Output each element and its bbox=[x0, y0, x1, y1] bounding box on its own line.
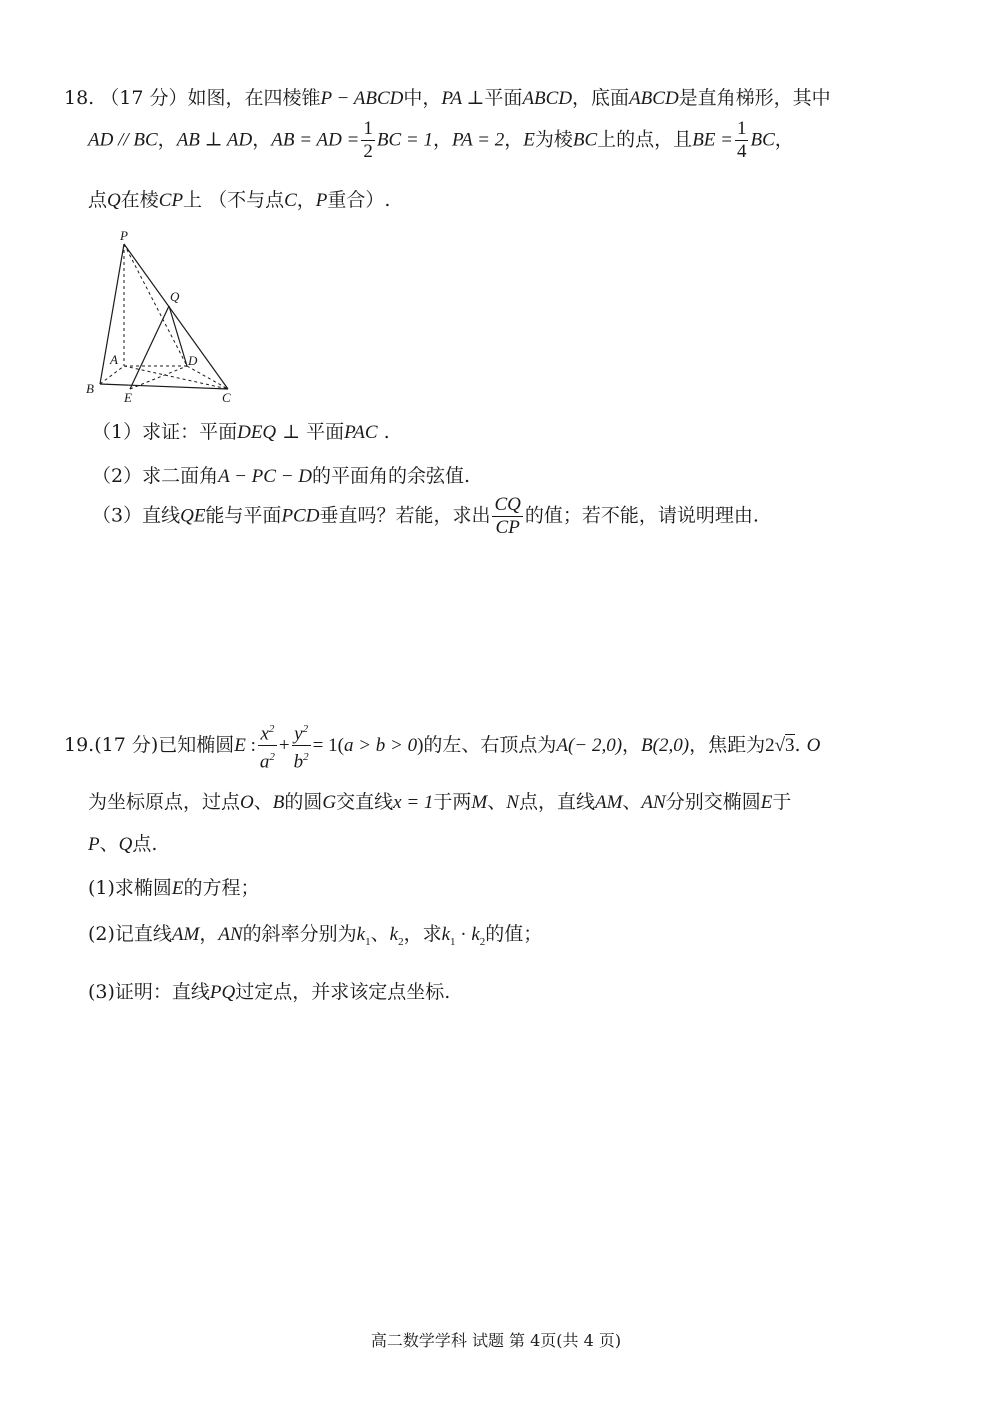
y-var: y bbox=[294, 723, 303, 745]
exponent: 2 bbox=[269, 751, 275, 764]
fraction-numerator: 1 bbox=[363, 118, 373, 139]
q19-text: (1)求椭圆 bbox=[88, 877, 172, 899]
q19-math: AM bbox=[171, 924, 200, 945]
q19-text: (2)记直线 bbox=[88, 923, 172, 945]
a-var: a bbox=[259, 751, 270, 773]
q19-math: B bbox=[272, 792, 285, 813]
edge-dc bbox=[187, 366, 228, 389]
q19-math: B(2,0) bbox=[641, 734, 690, 756]
q19-math: N bbox=[506, 792, 519, 813]
q18-score: （17 分） bbox=[100, 87, 188, 109]
q19-math: x = 1 bbox=[393, 792, 434, 813]
q18-part-3 bbox=[92, 494, 759, 539]
q18-text: ， bbox=[296, 189, 316, 211]
q19-math: A(− 2,0) bbox=[556, 734, 623, 756]
q18-text: 为棱 bbox=[534, 128, 573, 151]
q18-text: . bbox=[377, 421, 390, 443]
cq-cp-fraction bbox=[492, 494, 522, 539]
q18-math: PAC bbox=[344, 422, 378, 443]
q18-math: P − ABCD bbox=[320, 88, 404, 109]
q18-text: 的平面角的余弦值. bbox=[312, 465, 471, 487]
q18-part-2 bbox=[92, 464, 470, 489]
q18-math: ABCD bbox=[522, 88, 573, 109]
subscript: 1 bbox=[450, 935, 456, 948]
label-b: B bbox=[86, 381, 94, 396]
q19-math: 2 bbox=[765, 734, 775, 756]
label-p: P bbox=[120, 228, 128, 243]
q19-math: E bbox=[760, 792, 773, 813]
fraction-denominator: 4 bbox=[736, 141, 747, 162]
q19-math: M bbox=[471, 792, 488, 813]
q19-text: : bbox=[245, 734, 256, 756]
q18-math: PA = 2 bbox=[452, 129, 505, 151]
x-over-a-fraction bbox=[258, 718, 277, 774]
q18-line-3 bbox=[88, 188, 390, 213]
q18-number: 18. bbox=[64, 87, 95, 109]
q19-text: (3)证明：直线 bbox=[88, 981, 210, 1003]
q19-math: O bbox=[806, 734, 821, 756]
q19-text: ，焦距为 bbox=[689, 733, 766, 756]
q18-text: （2）求二面角 bbox=[92, 465, 219, 487]
quarter-fraction bbox=[735, 118, 749, 163]
q19-text: 点. bbox=[132, 833, 158, 855]
q19-math: E bbox=[234, 734, 246, 756]
q18-math: AB ⊥ AD bbox=[176, 129, 253, 151]
q19-math: P bbox=[88, 834, 100, 855]
q19-line-2 bbox=[88, 790, 791, 815]
label-e: E bbox=[124, 390, 132, 405]
fraction-denominator: 2 bbox=[363, 141, 373, 162]
subscript: 2 bbox=[479, 935, 486, 948]
q19-text: 、 bbox=[253, 791, 273, 813]
q19-text: ， bbox=[622, 733, 642, 756]
q18-text: 如图，在四棱锥 bbox=[187, 87, 321, 109]
q19-text: 、 bbox=[99, 833, 119, 855]
q18-text: 能与平面 bbox=[205, 504, 282, 527]
q18-math: P bbox=[315, 190, 328, 211]
q18-math: AD // BC bbox=[88, 129, 158, 151]
q19-math: AN bbox=[641, 792, 666, 813]
q19-math: a > b > 0 bbox=[343, 734, 418, 756]
q18-math: A − PC − D bbox=[218, 466, 312, 487]
q18-math: BE = bbox=[692, 129, 733, 151]
exponent: 2 bbox=[302, 723, 309, 735]
q18-text: 重合）. bbox=[327, 189, 391, 211]
q18-math: CP bbox=[158, 190, 184, 211]
q18-text: 在棱 bbox=[120, 189, 159, 211]
q19-text: 分别交椭圆 bbox=[665, 791, 761, 813]
q18-math: PA ⊥ bbox=[441, 88, 485, 109]
edge-pd bbox=[124, 244, 187, 366]
q18-text: 平面 bbox=[484, 87, 523, 109]
q18-text: ， bbox=[432, 128, 452, 151]
q18-text: 的值；若不能，请说明理由. bbox=[524, 504, 759, 527]
q19-text: 于 bbox=[772, 791, 792, 813]
edge-qe bbox=[130, 306, 169, 389]
fraction-numerator: 1 bbox=[736, 118, 747, 139]
q19-math: G bbox=[322, 792, 337, 813]
q19-text: 于两 bbox=[433, 791, 472, 813]
y-over-b-fraction bbox=[292, 718, 311, 774]
q18-text: 垂直吗？若能，求出 bbox=[319, 504, 491, 527]
page-footer: 高二数学学科 试题 第 4页(共 4 页) bbox=[370, 1331, 622, 1350]
q18-text: ， bbox=[252, 128, 272, 151]
q18-text: 中， bbox=[403, 87, 442, 109]
q19-text: 已知椭圆 bbox=[158, 733, 235, 756]
label-c: C bbox=[222, 390, 231, 405]
q18-line-1 bbox=[64, 86, 831, 111]
q18-text: 上的点，且 bbox=[597, 128, 693, 151]
q18-text: ⊥ 平面 bbox=[276, 421, 345, 443]
q19-text: 的左、右顶点为 bbox=[423, 733, 557, 756]
q18-math: Q bbox=[107, 190, 121, 211]
half-fraction bbox=[361, 118, 375, 163]
q19-math: O bbox=[240, 792, 254, 813]
edge-ba bbox=[100, 366, 124, 384]
fraction-numerator: CQ bbox=[494, 494, 521, 515]
q18-text: 是直角梯形，其中 bbox=[678, 87, 831, 109]
fraction-denominator: CP bbox=[495, 517, 520, 538]
sqrt-symbol: √ bbox=[774, 734, 786, 756]
q18-text: 上 （不与点 bbox=[183, 189, 285, 211]
q18-text: ， bbox=[774, 128, 794, 151]
q19-math: 3 bbox=[785, 734, 795, 756]
q19-math: = 1( bbox=[312, 734, 344, 756]
q18-math: C bbox=[284, 190, 297, 211]
q19-math: k bbox=[356, 924, 366, 945]
q19-text: 点，直线 bbox=[518, 791, 595, 813]
q19-text: 、 bbox=[370, 923, 390, 945]
q18-text: ， bbox=[157, 128, 177, 151]
q18-text: （3）直线 bbox=[92, 504, 181, 527]
q19-number: 19. bbox=[64, 733, 95, 756]
exponent: 2 bbox=[303, 751, 309, 764]
q19-math: k bbox=[471, 924, 480, 945]
q18-math: DEQ bbox=[237, 422, 277, 443]
q19-text: . bbox=[794, 733, 807, 756]
label-d: D bbox=[188, 353, 198, 368]
q19-math: E bbox=[171, 878, 184, 899]
q18-text: ，底面 bbox=[572, 87, 630, 109]
q19-math: PQ bbox=[209, 982, 236, 1003]
subscript: 1 bbox=[365, 935, 371, 948]
q18-math: QE bbox=[180, 505, 206, 527]
q18-math: BC bbox=[572, 129, 598, 151]
q19-text: 、 bbox=[487, 791, 507, 813]
q19-score: (17 分) bbox=[94, 733, 159, 756]
subscript: 2 bbox=[398, 935, 404, 948]
label-q: Q bbox=[170, 289, 180, 304]
q19-text: 的值； bbox=[485, 923, 543, 945]
q18-part-1 bbox=[92, 420, 390, 445]
q18-text: 点 bbox=[88, 189, 108, 211]
q19-math: Q bbox=[118, 834, 133, 855]
b-var: b bbox=[293, 751, 304, 773]
q19-text: 、 bbox=[622, 791, 642, 813]
q19-text: ， bbox=[199, 923, 219, 945]
q19-text: 的斜率分别为 bbox=[242, 923, 357, 945]
q18-text: ， bbox=[504, 128, 524, 151]
x-var: x bbox=[260, 723, 269, 745]
q19-text: 的圆 bbox=[284, 791, 323, 813]
q19-math: k bbox=[389, 924, 399, 945]
q19-line-3 bbox=[88, 832, 157, 857]
q19-text: 为坐标原点，过点 bbox=[88, 791, 241, 813]
q19-math: · bbox=[455, 924, 472, 945]
q19-math: ) bbox=[417, 734, 424, 756]
q19-text: 的方程； bbox=[183, 877, 260, 899]
q18-text: （1）求证：平面 bbox=[92, 421, 238, 443]
label-a: A bbox=[110, 352, 118, 367]
q19-math: k bbox=[441, 924, 451, 945]
q19-text: ，求 bbox=[403, 923, 442, 945]
q19-line-1: 19.(17 分)已知椭圆E : $\frac{x^2}{a^2}$ + $\frac{y^2}{b^2}$ = 1(a > b > 0)的左、右顶点为A(− 2,0)，B(2,0)，焦距为2√3. O bbox=[64, 718, 820, 774]
q18-math: E bbox=[523, 129, 535, 151]
q19-math: AN bbox=[218, 924, 243, 945]
q18-math: PCD bbox=[281, 505, 320, 527]
exponent: 2 bbox=[268, 723, 275, 735]
q19-part-1 bbox=[88, 876, 260, 901]
q18-math: BC bbox=[750, 129, 775, 151]
pyramid-figure bbox=[82, 226, 242, 406]
q18-math: BC = 1 bbox=[376, 129, 433, 151]
q19-text: 过定点，并求该定点坐标. bbox=[235, 981, 451, 1003]
q19-math: AM bbox=[594, 792, 623, 813]
q18-math: ABCD bbox=[629, 88, 679, 109]
q19-part-2 bbox=[88, 922, 542, 954]
q19-text: 交直线 bbox=[336, 791, 394, 813]
q18-line-2 bbox=[88, 118, 794, 163]
q19-part-3 bbox=[88, 980, 450, 1005]
q18-math: AB = AD = bbox=[271, 129, 360, 151]
